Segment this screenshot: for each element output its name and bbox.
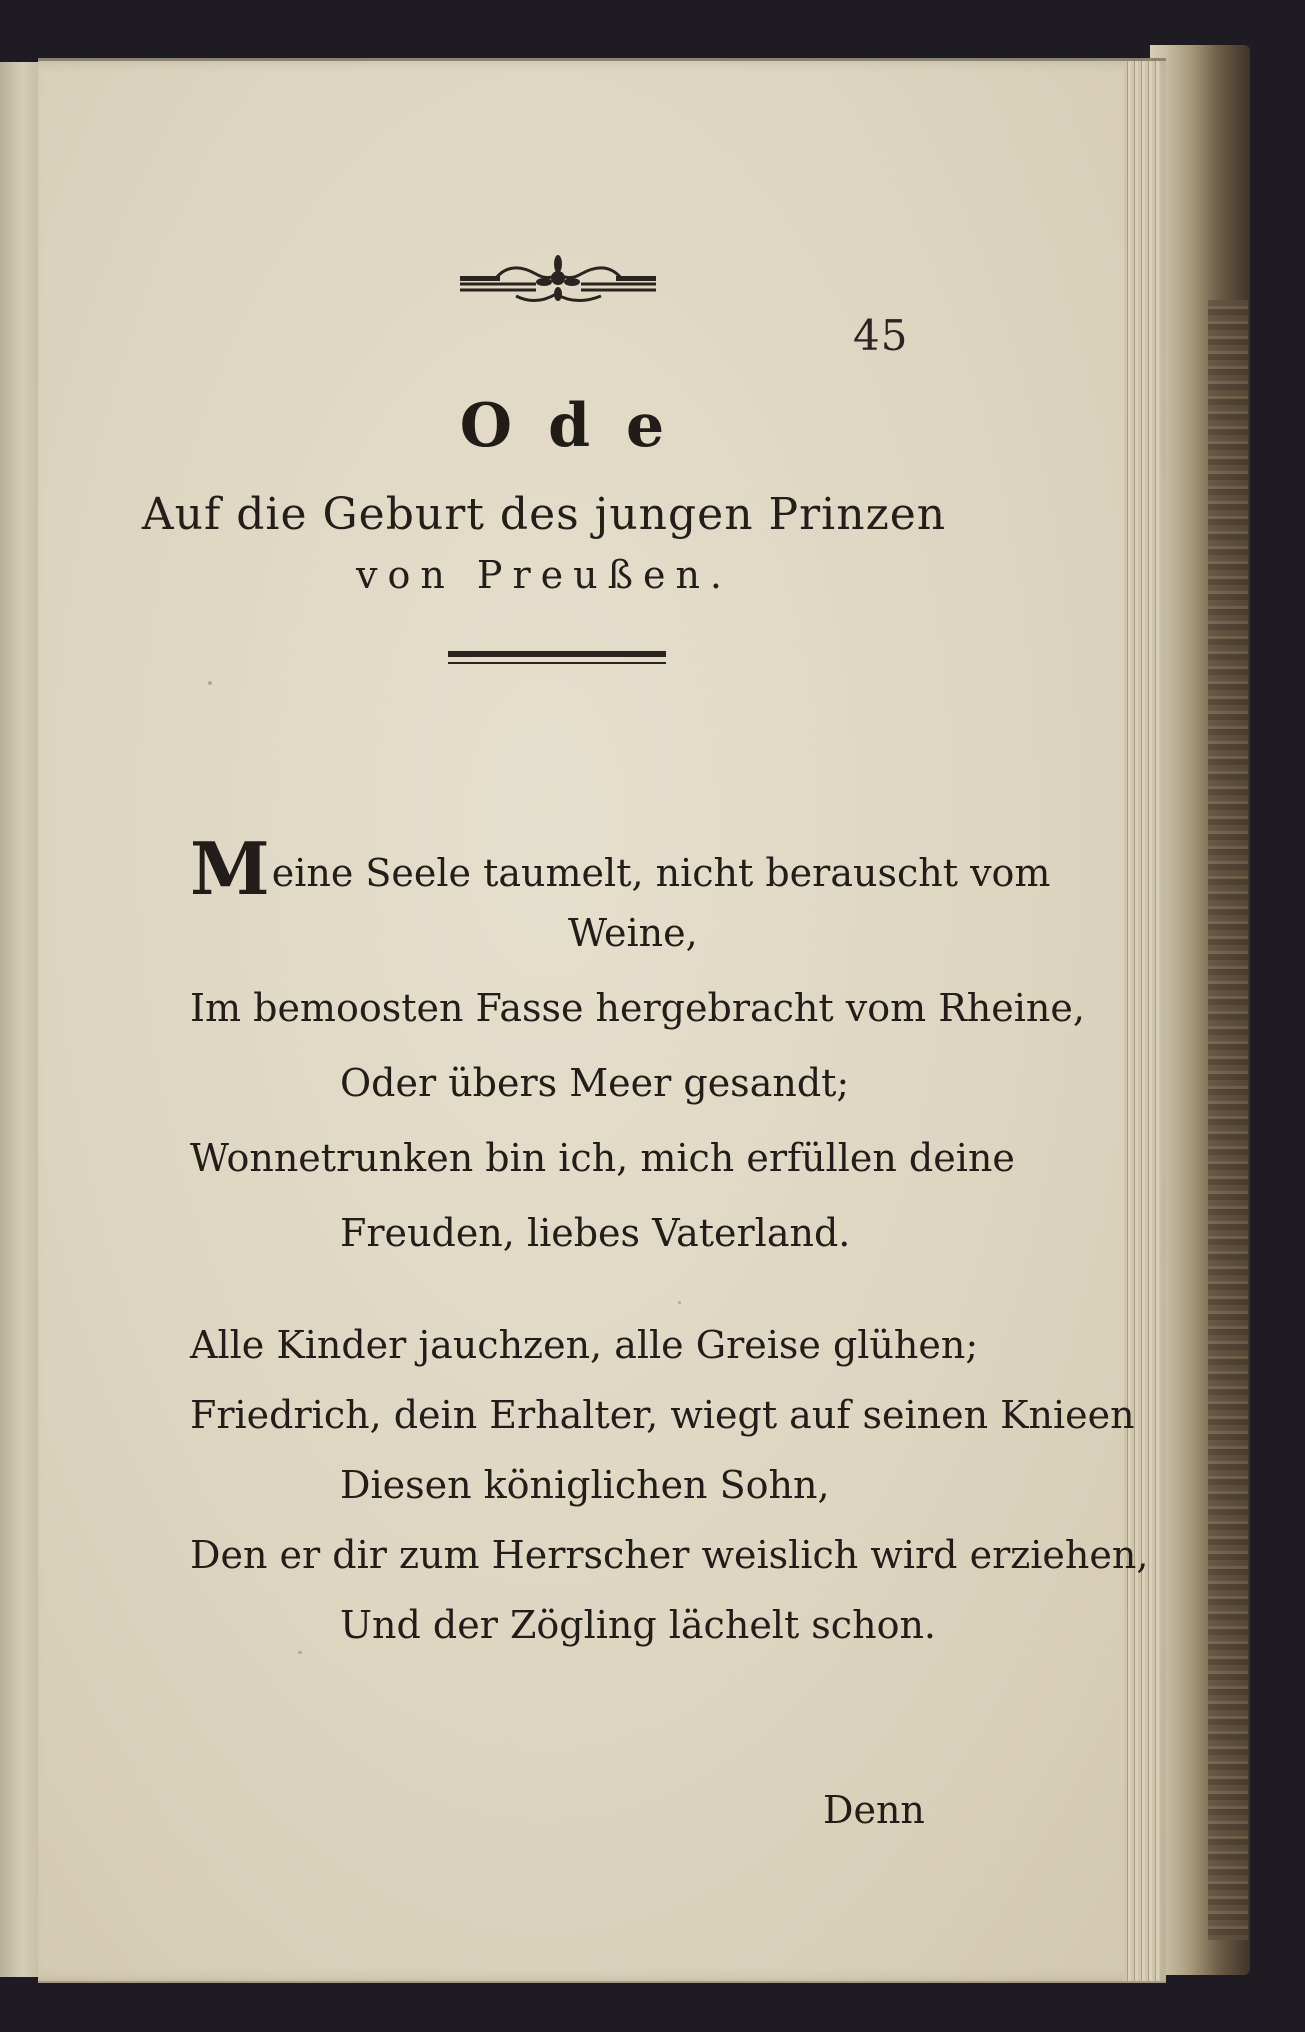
stanza1-line5: Wonnetrunken bin ich, mich erfüllen deine (190, 1136, 1015, 1180)
title-divider (448, 651, 666, 671)
stanza2-line5: Und der Zögling lächelt schon. (340, 1603, 936, 1647)
stanza2-line4: Den er dir zum Herrscher weislich wird erziehen, (190, 1533, 1149, 1577)
drop-cap: M (190, 826, 270, 911)
binding-texture (1208, 300, 1248, 1940)
paper-speck (938, 511, 941, 514)
paper-speck (678, 1301, 681, 1304)
stanza2-line1: Alle Kinder jauchzen, alle Greise glühen; (190, 1323, 979, 1367)
page-stack-edges (1124, 61, 1160, 1981)
stanza1-line2: Weine, (568, 911, 698, 955)
page-number: 45 (853, 311, 909, 360)
stanza1-line1: Meine Seele taumelt, nicht berauscht vom (190, 826, 1051, 911)
stanza2-line2: Friedrich, dein Erhalter, wiegt auf seinen Knieen (190, 1393, 1135, 1437)
stanza2-line3: Diesen königlichen Sohn, (340, 1463, 830, 1507)
paper-speck (208, 681, 212, 685)
poem-title: Ode (459, 391, 701, 461)
stanza1-line4: Oder übers Meer gesandt; (340, 1061, 850, 1105)
poem-subtitle-line1: Auf die Geburt des jungen Prinzen (141, 489, 947, 540)
floral-ornament-icon (456, 246, 661, 310)
paper-speck (298, 1651, 302, 1654)
poem-subtitle-line2: von Preußen. (355, 553, 733, 597)
catchword: Denn (823, 1788, 925, 1832)
stanza1-line6: Freuden, liebes Vaterland. (340, 1211, 851, 1255)
book-page (38, 58, 1166, 1983)
stanza1-line3: Im bemoosten Fasse hergebracht vom Rheine, (190, 986, 1085, 1030)
facing-page-edge (0, 62, 40, 1977)
